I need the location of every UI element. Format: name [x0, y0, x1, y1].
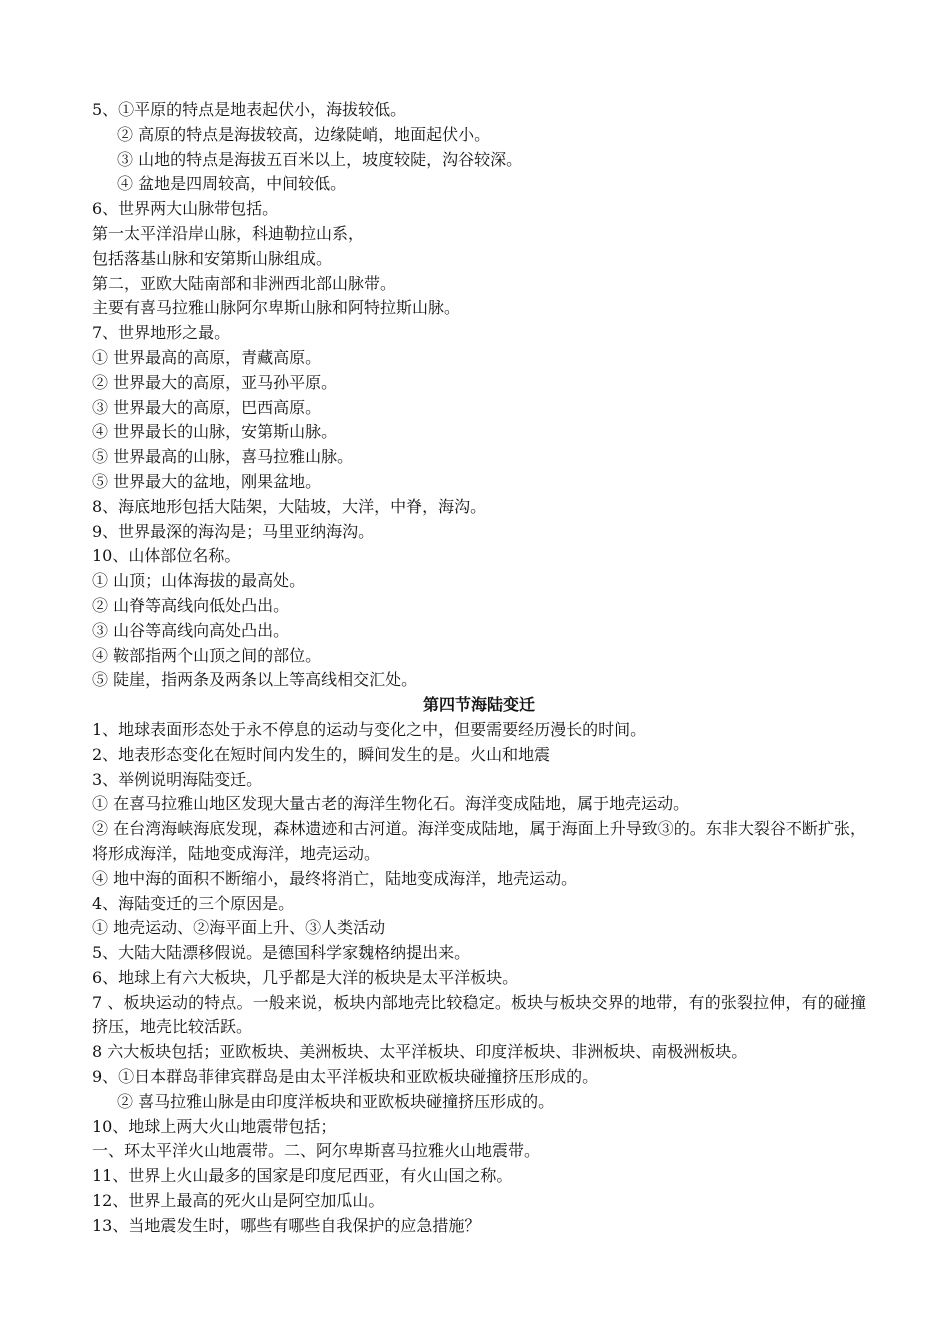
text-line: ② 山脊等高线向低处凸出。: [92, 595, 290, 615]
text-line: 4、海陆变迁的三个原因是。: [92, 893, 295, 913]
text-line: 7、世界地形之最。: [92, 323, 231, 343]
text-line: 8、海底地形包括大陆架，大陆坡，大洋，中脊，海沟。: [92, 496, 487, 516]
section-sea-land-change: [92, 718, 866, 1239]
text-line: ④ 地中海的面积不断缩小，最终将消亡，陆地变成海洋，地壳运动。: [92, 868, 578, 888]
text-line: 9、①日本群岛菲律宾群岛是由太平洋板块和亚欧板块碰撞挤压形成的。: [92, 1067, 599, 1087]
text-line: 12、世界上最高的死火山是阿空加瓜山。: [92, 1191, 385, 1211]
text-line: ③ 山地的特点是海拔五百米以上，坡度较陡，沟谷较深。: [117, 149, 523, 169]
text-line: 一、环太平洋火山地震带。二、阿尔卑斯喜马拉雅火山地震带。: [92, 1141, 541, 1161]
text-line: ③ 山谷等高线向高处凸出。: [92, 620, 290, 640]
text-line: 6、地球上有六大板块，几乎都是大洋的板块是太平洋板块。: [92, 967, 519, 987]
text-line: 第二，亚欧大陆南部和非洲西北部山脉带。: [92, 273, 397, 293]
text-line: 包括落基山脉和安第斯山脉组成。: [92, 248, 333, 268]
text-line: 第一太平洋沿岸山脉，科迪勒拉山系，: [92, 223, 365, 243]
text-line: ⑤ 世界最高的山脉，喜马拉雅山脉。: [92, 447, 354, 467]
text-line: 1、地球表面形态处于永不停息的运动与变化之中，但要需要经历漫长的时间。: [92, 719, 647, 739]
section-title: 第四节海陆变迁: [422, 695, 535, 715]
section-landforms: [92, 98, 866, 693]
text-line: ④ 世界最长的山脉，安第斯山脉。: [92, 422, 338, 442]
text-line: ① 地壳运动、②海平面上升、③人类活动: [92, 918, 386, 938]
text-line: ⑤ 世界最大的盆地，刚果盆地。: [92, 471, 322, 491]
text-line: 5、大陆大陆漂移假说。是德国科学家魏格纳提出来。: [92, 943, 471, 963]
text-line: 5、①平原的特点是地表起伏小，海拔较低。: [92, 100, 407, 119]
text-line: 3、举例说明海陆变迁。: [92, 769, 263, 789]
text-line: ① 山顶；山体海拔的最高处。: [92, 571, 306, 591]
text-line: 主要有喜马拉雅山脉阿尔卑斯山脉和阿特拉斯山脉。: [92, 298, 461, 318]
text-line: ② 在台湾海峡海底发现，森林遗迹和古河道。海洋变成陆地，属于海面上升导致③的。东非大裂谷不断扩张，将形成海洋，陆地变成海洋，地壳运动。: [92, 819, 866, 863]
text-line: 2、地表形态变化在短时间内发生的，瞬间发生的是。火山和地震: [92, 744, 551, 764]
text-line: ① 世界最高的高原，青藏高原。: [92, 347, 322, 367]
text-line: ③ 世界最大的高原，巴西高原。: [92, 397, 322, 417]
text-line: 10、山体部位名称。: [92, 546, 241, 566]
text-line: ④ 盆地是四周较高，中间较低。: [117, 174, 347, 194]
text-line: ④ 鞍部指两个山顶之间的部位。: [92, 645, 322, 665]
text-line: 9、世界最深的海沟是；马里亚纳海沟。: [92, 521, 375, 541]
text-line: ② 世界最大的高原，亚马孙平原。: [92, 372, 338, 392]
text-line: 6、世界两大山脉带包括。: [92, 199, 279, 219]
text-line: 13、当地震发生时，哪些有哪些自我保护的应急措施？: [92, 1215, 481, 1235]
text-line: 10、地球上两大火山地震带包括；: [92, 1116, 337, 1136]
text-line: 7 、板块运动的特点。一般来说，板块内部地壳比较稳定。板块与板块交界的地带，有的张裂拉伸，有的碰撞挤压，地壳比较活跃。: [92, 992, 866, 1037]
text-line: 8 六大板块包括；亚欧板块、美洲板块、太平洋板块、印度洋板块、非洲板块、南极洲板块。: [92, 1042, 748, 1062]
text-line: ① 在喜马拉雅山地区发现大量古老的海洋生物化石。海洋变成陆地，属于地壳运动。: [92, 794, 690, 814]
text-line: 11、世界上火山最多的国家是印度尼西亚，有火山国之称。: [92, 1166, 513, 1186]
text-line: ② 高原的特点是海拔较高，边缘陡峭，地面起伏小。: [117, 124, 491, 144]
text-line: ⑤ 陡崖，指两条及两条以上等高线相交汇处。: [92, 670, 418, 690]
text-line: ② 喜马拉雅山脉是由印度洋板块和亚欧板块碰撞挤压形成的。: [117, 1091, 555, 1111]
